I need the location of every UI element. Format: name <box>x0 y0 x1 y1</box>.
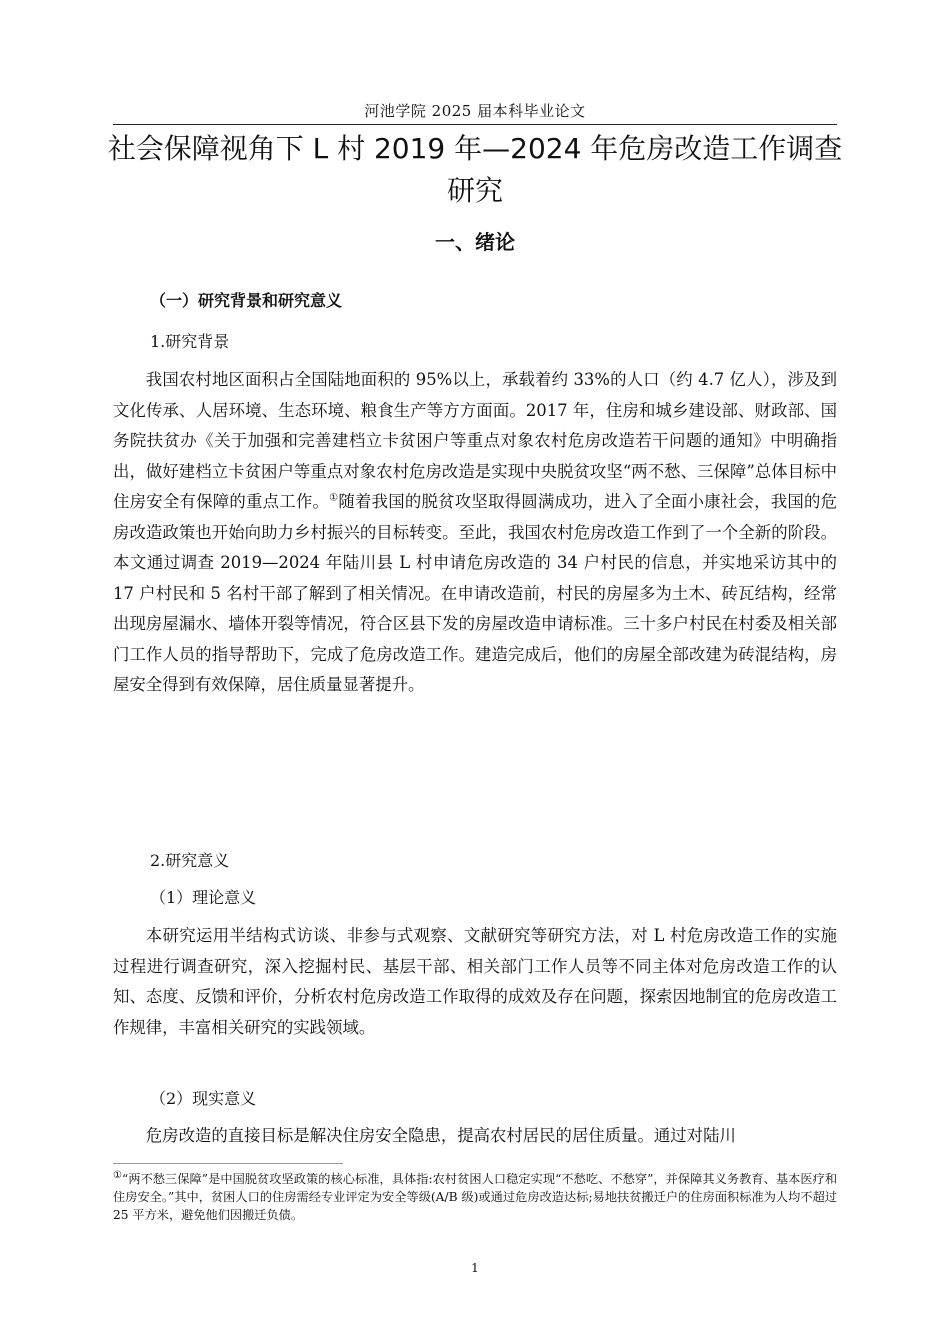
paragraph-background-part-1: 我国农村地区面积占全国陆地面积的 95%以上，承载着约 33%的人口（约 4.7 亿人），涉及到文化传承、人居环境、生态环境、粮食生产等方方面面。2017 年，住房和城乡建设部、财政部、国务院扶贫办《关于加强和完善建档立卡贫困户等重点对象农村危房改造若干问题的通知》中明确指出，做好建档立卡贫困户等重点对象农村危房改造是实现中央脱贫攻坚“两不愁、三保障”总体目标中住房安全有保障的重点工作。 <box>113 370 837 511</box>
subheading-background: 1.研究背景 <box>150 332 230 351</box>
subheading-theoretical: （1）理论意义 <box>150 888 257 907</box>
chapter-heading: 一、绪论 <box>435 230 515 254</box>
paragraph-background <box>113 365 837 701</box>
footnote-marker: ① <box>113 1169 123 1181</box>
header-rule <box>113 124 837 125</box>
paragraph-practical: 危房改造的直接目标是解决住房安全隐患，提高农村居民的居住质量。通过对陆川 <box>145 1126 736 1145</box>
title-line-1: 社会保障视角下 L 村 2019 年—2024 年危房改造工作调查 <box>107 132 843 165</box>
footnote-text: “两不愁三保障”是中国脱贫攻坚政策的核心标准，具体指:农村贫困人口稳定实现“不愁吃、不愁穿”，并保障其义务教育、基本医疗和住房安全。”其中，贫困人口的住房需经专业评定为安全等级(A/B 级)或通过危房改造达标;易地扶贫搬迁户的住房面积标准为人均不超过 25 平方米，避免他们因搬迁负债。 <box>113 1172 838 1222</box>
page-number: 1 <box>471 1261 479 1275</box>
paragraph-background-part-2: 随着我国的脱贫攻坚取得圆满成功，进入了全面小康社会，我国的危房改造政策也开始向助力乡村振兴的目标转变。至此，我国农村危房改造工作到了一个全新的阶段。本文通过调查 2019—2024 年陆川县 L 村申请危房改造的 34 户村民的信息，并实地采访其中的 17 户村民和 5 名村干部了解到了相关情况。在申请改造前，村民的房屋多为土木、砖瓦结构，经常出现房屋漏水、墙体开裂等情况，符合区县下发的房屋改造申请标准。三十多户村民在村委及相关部门工作人员的指导帮助下，完成了危房改造工作。建造完成后，他们的房屋全部改建为砖混结构，房屋安全得到有效保障，居住质量显著提升。 <box>113 492 837 694</box>
paragraph-theoretical: 本研究运用半结构式访谈、非参与式观察、文献研究等研究方法，对 L 村危房改造工作的实施过程进行调查研究，深入挖掘村民、基层干部、相关部门工作人员等不同主体对危房改造工作的认知、态度、反馈和评价，分析农村危房改造工作取得的成效及存在问题，探索因地制宜的危房改造工作规律，丰富相关研究的实践领域。 <box>113 926 837 1037</box>
subheading-practical: （2）现实意义 <box>150 1089 257 1108</box>
section-heading: （一）研究背景和研究意义 <box>150 291 343 310</box>
subheading-significance: 2.研究意义 <box>150 851 230 870</box>
footnote-rule <box>113 1163 343 1164</box>
running-header: 河池学院 2025 届本科毕业论文 <box>364 102 586 120</box>
paper-title <box>100 128 850 212</box>
footnote-reference: ① <box>329 492 339 504</box>
footnote <box>113 1170 837 1224</box>
title-line-2: 研究 <box>446 174 503 207</box>
